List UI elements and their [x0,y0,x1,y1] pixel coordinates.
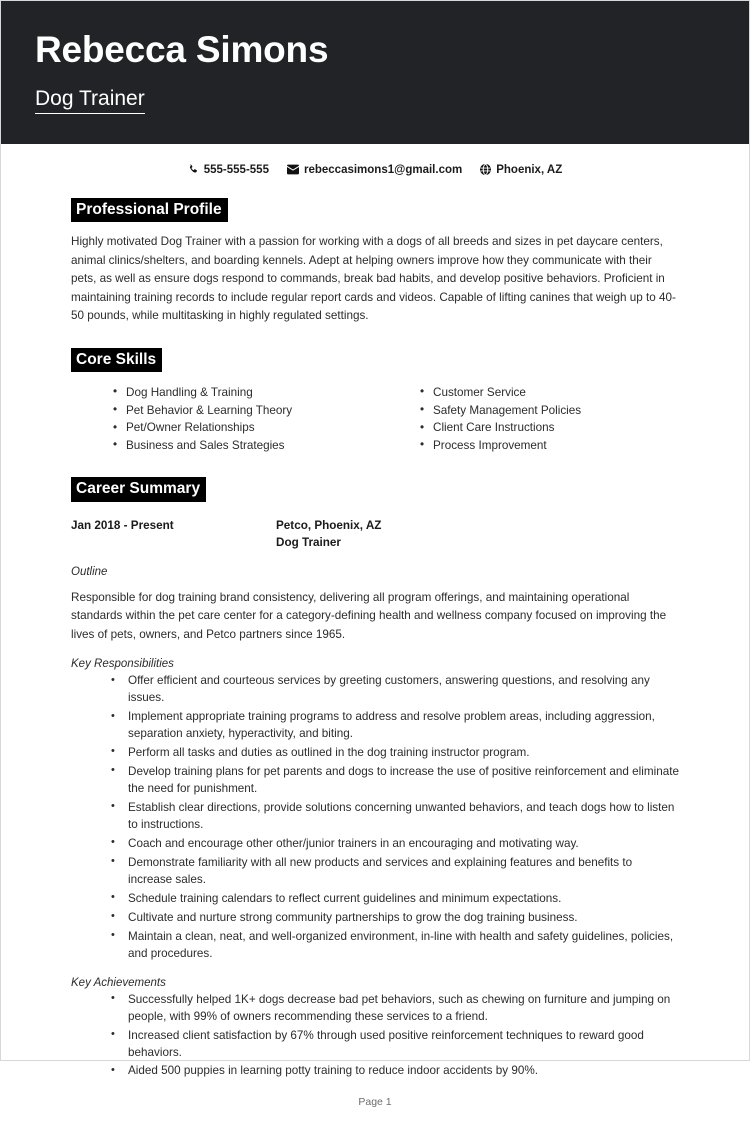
job-entry-header [71,518,679,552]
list-item: • Develop training plans for pet parents and dogs to increase the use of positive reinforcement and eliminate the need for punishment. [111,764,679,798]
skills-column-right [375,385,679,455]
list-item: • Safety Management Policies [420,403,679,420]
responsibilities-label: Key Responsibilities [71,658,174,671]
list-item: • Dog Handling & Training [113,385,375,402]
skills-list-left [113,385,375,454]
list-item: • Establish clear directions, provide solutions concerning unwanted behaviors, and teach dogs how to listen to instructions. [111,800,679,834]
phone-icon [188,164,199,175]
contact-email-text: rebeccasimons1@gmail.com [303,163,463,176]
achievements-list [71,992,679,1081]
candidate-job-title: Dog Trainer [35,86,145,114]
list-item: • Client Care Instructions [420,420,679,437]
list-item: • Business and Sales Strategies [113,438,375,455]
contact-phone-text: 555-555-555 [203,163,269,176]
list-item: • Cultivate and nurture strong community partnerships to grow the dog training business. [111,910,679,927]
list-item: • Successfully helped 1K+ dogs decrease bad pet behaviors, such as chewing on furniture and jumping on people, with 99% of owners recommending these services to a friend. [111,992,679,1026]
skills-list-right [420,385,679,454]
section-professional-profile [71,198,679,326]
list-item: • Implement appropriate training programs to address and resolve problem areas, including aggression, separation anxiety, hyperactivity, and biting. [111,709,679,743]
profile-text: Highly motivated Dog Trainer with a passion for working with a dogs of all breeds and sizes in pet daycare centers, animal clinics/shelters, and boarding kennels. Adept at helping owners improve how they communicate with their pets, as well as ensure dogs respond to commands, break bad habits, and develop positive behaviors. Proficient in maintaining training records to include regular report cards and videos. Capable of lifting canines that weigh up to 40-50 pounds, while multitasking in highly regulated settings. [71,235,676,323]
page-footer: Page 1 [358,1096,392,1109]
section-heading-career: Career Summary [71,477,206,501]
skills-columns [71,385,679,455]
envelope-icon [287,164,299,175]
contact-location[interactable] [480,164,562,176]
contact-email[interactable] [287,164,462,176]
contact-location-text: Phoenix, AZ [496,163,563,176]
skills-column-left [71,385,375,455]
section-core-skills [71,348,679,456]
list-item: • Aided 500 puppies in learning potty training to reduce indoor accidents by 90%. [111,1063,679,1080]
list-item: • Demonstrate familiarity with all new products and services and explaining features and benefits to increase sales. [111,855,679,889]
list-item: • Schedule training calendars to reflect current guidelines and minimum expectations. [111,891,679,908]
job-company: Petco, Phoenix, AZ [276,518,382,532]
section-career-summary [71,477,679,1080]
resume-body [1,176,749,1083]
contact-row [1,164,749,176]
list-item: • Perform all tasks and duties as outlined in the dog training instructor program. [111,745,679,762]
list-item: • Coach and encourage other other/junior trainers in an encouraging and motivating way. [111,836,679,853]
responsibilities-list [71,673,679,963]
list-item: • Offer efficient and courteous services by greeting customers, answering questions, and resolving any issues. [111,673,679,707]
resume-header [1,1,749,144]
contact-phone[interactable] [188,164,269,176]
achievements-label: Key Achievements [71,976,166,989]
list-item: • Increased client satisfaction by 67% through used positive reinforcement techniques to reward good behaviors. [111,1028,679,1062]
list-item: • Customer Service [420,385,679,402]
candidate-name: Rebecca Simons [35,29,329,70]
section-heading-profile: Professional Profile [71,198,228,222]
outline-label: Outline [71,565,108,578]
list-item: • Process Improvement [420,438,679,455]
list-item: • Pet/Owner Relationships [113,420,375,437]
section-heading-skills: Core Skills [71,348,162,372]
job-role: Dog Trainer [276,535,341,549]
job-dates: Jan 2018 - Present [71,518,174,532]
list-item: • Maintain a clean, neat, and well-organized environment, in-line with health and safety guidelines, policies, and procedures. [111,929,679,963]
globe-icon [480,164,491,175]
list-item: • Pet Behavior & Learning Theory [113,403,375,420]
outline-text: Responsible for dog training brand consistency, delivering all program offerings, and maintaining operational standards within the pet care center for a category-defining health and wellness company focused on improving the lives of pets, owners, and Petco partners since 1965. [71,590,667,641]
job-company-role [276,518,381,552]
